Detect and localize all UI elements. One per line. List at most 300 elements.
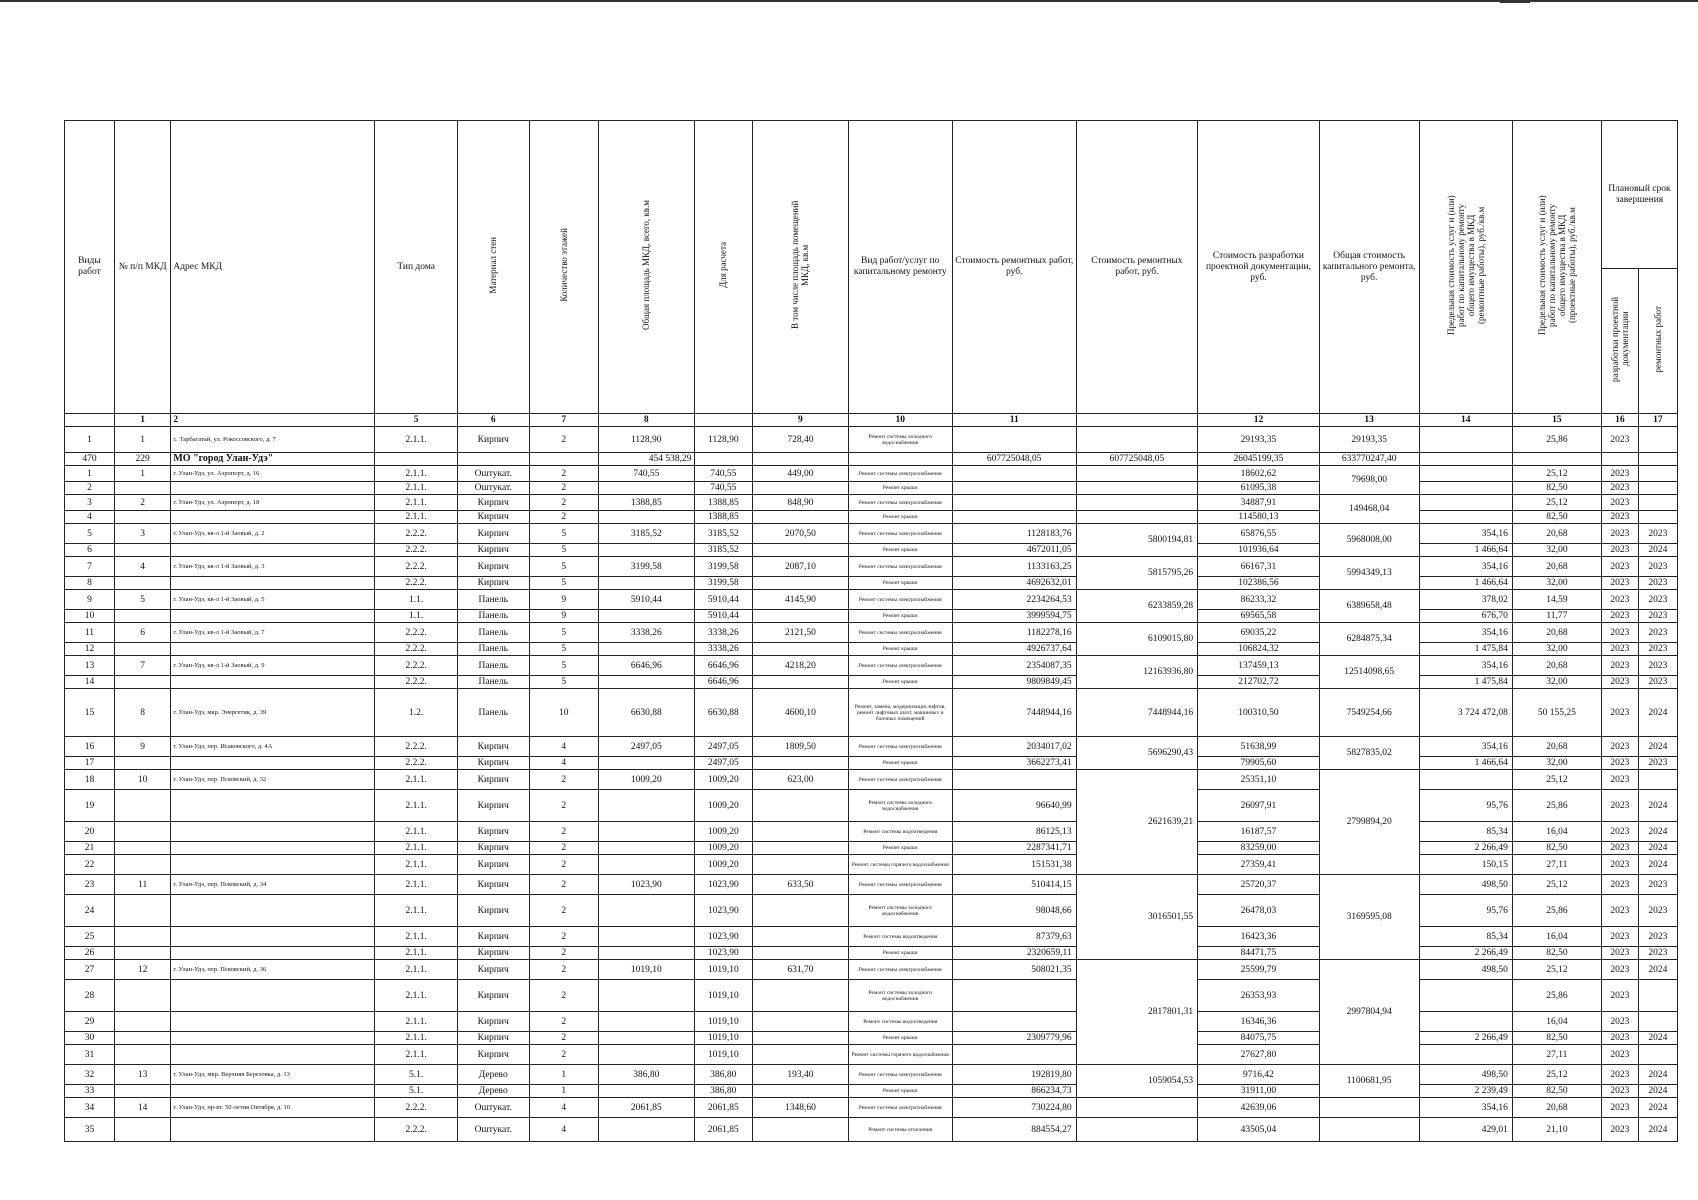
term-repair-cell: 2023	[1638, 524, 1677, 544]
design-cost-cell: 137459,13	[1198, 656, 1320, 676]
term-design-cell: 2023	[1601, 927, 1638, 947]
design-cost-cell: 86233,32	[1198, 590, 1320, 610]
premises-area-cell	[753, 842, 849, 855]
design-cost-cell: 27359,41	[1198, 855, 1320, 875]
limit-design-cell: 32,00	[1512, 757, 1601, 770]
calc-area-cell: 1023,90	[694, 927, 753, 947]
repair-cost-cell: 87379,63	[952, 927, 1076, 947]
limit-repair-cell: 354,16	[1419, 737, 1512, 757]
address-cell: г. Улан-Удэ, кв-л 1-й Заовый, д. 9	[171, 656, 375, 676]
design-cost-cell: 83259,00	[1198, 842, 1320, 855]
calc-area-cell: 1019,10	[694, 1012, 753, 1032]
total-area-cell	[599, 855, 695, 875]
calc-area-cell: 1023,90	[694, 947, 753, 960]
term-design-cell: 2023	[1601, 482, 1638, 495]
address-cell	[171, 511, 375, 524]
repair-cost-cell: 151531,38	[952, 855, 1076, 875]
wall-material-cell: Кирпич	[457, 524, 529, 544]
calc-area-cell: 2497,05	[694, 737, 753, 757]
design-cost-cell: 16187,57	[1198, 822, 1320, 842]
mkd-no-cell	[114, 855, 170, 875]
work-kind-cell: Ремонт крыши	[848, 643, 952, 656]
limit-repair-cell	[1419, 466, 1512, 482]
mkd-no-cell: 13	[114, 1065, 170, 1085]
limit-repair-cell: 1 475,84	[1419, 676, 1512, 689]
term-design-cell: 2023	[1601, 1118, 1638, 1142]
term-design-cell: 2023	[1601, 676, 1638, 689]
house-type-cell: 2.2.2.	[375, 676, 457, 689]
repair-cost-total-cell: 12163936,80	[1076, 656, 1198, 689]
design-cost-cell: 26045199,35	[1198, 453, 1320, 466]
floors-cell: 4	[529, 1118, 598, 1142]
work-type-cell: 35	[65, 1118, 115, 1142]
repair-cost-cell: 510414,15	[952, 875, 1076, 895]
term-design-cell: 2023	[1601, 1098, 1638, 1118]
total-cost-cell: 6389658,48	[1319, 590, 1419, 623]
work-kind-cell: Ремонт крыши	[848, 757, 952, 770]
limit-design-cell: 50 155,25	[1512, 689, 1601, 737]
total-area-cell	[599, 1032, 695, 1045]
limit-design-cell: 32,00	[1512, 577, 1601, 590]
calc-area-cell: 1009,20	[694, 790, 753, 822]
limit-repair-cell	[1419, 482, 1512, 495]
col-term-design: разработки проектной документации	[1601, 269, 1638, 414]
column-number	[694, 414, 753, 427]
term-repair-cell	[1638, 1045, 1677, 1065]
house-type-cell: 2.1.1.	[375, 495, 457, 511]
work-type-cell: 16	[65, 737, 115, 757]
table-row	[65, 1045, 1678, 1065]
premises-area-cell	[753, 757, 849, 770]
table-row	[65, 1012, 1678, 1032]
calc-area-cell: 1023,90	[694, 895, 753, 927]
limit-repair-cell: 85,34	[1419, 822, 1512, 842]
premises-area-cell	[753, 544, 849, 557]
calc-area-cell: 5910,44	[694, 610, 753, 623]
col-design-cost: Стоимость разработки проектной документации, руб.	[1198, 121, 1320, 414]
term-design-cell: 2023	[1601, 643, 1638, 656]
limit-design-cell: 25,86	[1512, 790, 1601, 822]
calc-area-cell: 1009,20	[694, 842, 753, 855]
premises-area-cell	[753, 895, 849, 927]
design-cost-cell: 16423,36	[1198, 927, 1320, 947]
address-cell	[171, 895, 375, 927]
premises-area-cell	[753, 1012, 849, 1032]
mkd-no-cell: 4	[114, 557, 170, 577]
premises-area-cell: 631,70	[753, 960, 849, 980]
term-design-cell: 2023	[1601, 960, 1638, 980]
premises-area-cell	[753, 1085, 849, 1098]
table-row	[65, 855, 1678, 875]
top-mark	[1500, 1, 1530, 3]
limit-repair-cell	[1419, 495, 1512, 511]
address-cell	[171, 610, 375, 623]
limit-repair-cell: 498,50	[1419, 875, 1512, 895]
mkd-no-cell	[114, 895, 170, 927]
house-type-cell: 2.2.2.	[375, 1098, 457, 1118]
work-kind-cell: Ремонт системы электроснабжения	[848, 495, 952, 511]
mkd-no-cell: 10	[114, 770, 170, 790]
term-design-cell: 2023	[1601, 524, 1638, 544]
term-repair-cell	[1638, 466, 1677, 482]
premises-area-cell: 1348,60	[753, 1098, 849, 1118]
floors-cell: 2	[529, 482, 598, 495]
limit-design-cell: 21,10	[1512, 1118, 1601, 1142]
wall-material-cell: Кирпич	[457, 757, 529, 770]
work-type-cell: 27	[65, 960, 115, 980]
calc-area-cell: 1128,90	[694, 427, 753, 453]
term-design-cell: 2023	[1601, 757, 1638, 770]
floors-cell: 2	[529, 511, 598, 524]
address-cell	[171, 544, 375, 557]
design-cost-cell: 26353,93	[1198, 980, 1320, 1012]
work-kind-cell: Ремонт, замена, модернизация лифтов, ремонт лифтовых шахт, машинных и блочных помещений	[848, 689, 952, 737]
limit-design-cell: 25,12	[1512, 466, 1601, 482]
wall-material-cell: Кирпич	[457, 427, 529, 453]
house-type-cell: 2.1.1.	[375, 1012, 457, 1032]
calc-area-cell: 5910,44	[694, 590, 753, 610]
term-repair-cell	[1638, 495, 1677, 511]
term-repair-cell: 2023	[1638, 895, 1677, 927]
term-repair-cell: 2024	[1638, 1065, 1677, 1085]
premises-area-cell: 2121,50	[753, 623, 849, 643]
work-kind-cell: Ремонт системы электроснабжения	[848, 466, 952, 482]
calc-area-cell: 1388,85	[694, 511, 753, 524]
calc-area-cell: 1019,10	[694, 1032, 753, 1045]
term-repair-cell: 2024	[1638, 1118, 1677, 1142]
floors-cell: 2	[529, 466, 598, 482]
limit-design-cell: 20,68	[1512, 656, 1601, 676]
work-type-cell: 3	[65, 495, 115, 511]
work-type-cell: 14	[65, 676, 115, 689]
column-number: 15	[1512, 414, 1601, 427]
address-cell: г. Улан-Удэ, кв-л 1-й Заовый, д. 5	[171, 590, 375, 610]
limit-design-cell: 25,12	[1512, 960, 1601, 980]
work-type-cell: 4	[65, 511, 115, 524]
term-design-cell: 2023	[1601, 1012, 1638, 1032]
total-area-cell: 6646,96	[599, 656, 695, 676]
term-design-cell: 2023	[1601, 610, 1638, 623]
term-design-cell: 2023	[1601, 1065, 1638, 1085]
address-cell: с. Тарбагатай, ул. Рокоссовского, д. 7	[171, 427, 375, 453]
col-repair-cost-1: Стоимость ремонтных работ, руб.	[952, 121, 1076, 414]
design-cost-cell: 61095,38	[1198, 482, 1320, 495]
repair-cost-cell: 2234264,53	[952, 590, 1076, 610]
house-type-cell: 2.2.2.	[375, 577, 457, 590]
design-cost-cell: 25720,37	[1198, 875, 1320, 895]
house-type-cell: 2.2.2.	[375, 524, 457, 544]
mkd-no-cell	[114, 610, 170, 623]
term-design-cell: 2023	[1601, 577, 1638, 590]
limit-repair-cell: 2 266,49	[1419, 947, 1512, 960]
column-number: 12	[1198, 414, 1320, 427]
term-design-cell: 2023	[1601, 689, 1638, 737]
floors-cell: 2	[529, 960, 598, 980]
calc-area-cell: 740,55	[694, 466, 753, 482]
design-cost-cell: 79905,60	[1198, 757, 1320, 770]
limit-repair-cell: 498,50	[1419, 1065, 1512, 1085]
repair-cost-total-cell	[1076, 1118, 1198, 1142]
repair-cost-cell	[952, 770, 1076, 790]
floors-cell: 5	[529, 656, 598, 676]
mkd-no-cell: 6	[114, 623, 170, 643]
term-design-cell: 2023	[1601, 1085, 1638, 1098]
limit-design-cell: 82,50	[1512, 1085, 1601, 1098]
mkd-no-cell	[114, 1012, 170, 1032]
repair-cost-total-cell: 5696290,43	[1076, 737, 1198, 770]
limit-repair-cell: 3 724 472,08	[1419, 689, 1512, 737]
wall-material-cell: Кирпич	[457, 980, 529, 1012]
limit-design-cell: 16,04	[1512, 1012, 1601, 1032]
work-kind-cell: Ремонт системы электроснабжения	[848, 524, 952, 544]
total-area-cell	[599, 980, 695, 1012]
design-cost-cell: 27627,80	[1198, 1045, 1320, 1065]
limit-design-cell: 25,86	[1512, 980, 1601, 1012]
work-type-cell: 33	[65, 1085, 115, 1098]
house-type-cell: 2.1.1.	[375, 822, 457, 842]
premises-area-cell	[753, 610, 849, 623]
address-cell: г. Улан-Удэ, мкр. Энергетик, д. 39	[171, 689, 375, 737]
total-cost-cell: 633770247,40	[1319, 453, 1419, 466]
wall-material-cell: Панель	[457, 643, 529, 656]
house-type-cell: 2.2.2.	[375, 623, 457, 643]
total-area-cell: 1128,90	[599, 427, 695, 453]
design-cost-cell: 18602,62	[1198, 466, 1320, 482]
house-type-cell: 2.2.2.	[375, 557, 457, 577]
term-repair-cell: 2023	[1638, 927, 1677, 947]
address-cell	[171, 980, 375, 1012]
calc-area-cell: 1023,90	[694, 875, 753, 895]
repair-cost-cell: 192819,80	[952, 1065, 1076, 1085]
table-row	[65, 544, 1678, 557]
premises-area-cell: 2070,50	[753, 524, 849, 544]
term-repair-cell: 2023	[1638, 757, 1677, 770]
design-cost-cell: 9716,42	[1198, 1065, 1320, 1085]
term-design-cell: 2023	[1601, 855, 1638, 875]
term-repair-cell: 2024	[1638, 960, 1677, 980]
calc-area-cell: 2061,85	[694, 1118, 753, 1142]
total-cost-cell	[1319, 1098, 1419, 1118]
mkd-no-cell: 2	[114, 495, 170, 511]
table-row	[65, 466, 1678, 482]
wall-material-cell: Панель	[457, 656, 529, 676]
column-number: 6	[457, 414, 529, 427]
limit-design-cell: 25,12	[1512, 1065, 1601, 1085]
term-repair-cell	[1638, 980, 1677, 1012]
limit-repair-cell: 1 466,64	[1419, 577, 1512, 590]
total-area-cell: 386,80	[599, 1065, 695, 1085]
column-number: 2	[171, 414, 375, 427]
design-cost-cell: 31911,00	[1198, 1085, 1320, 1098]
col-wall-material: Материал стен	[457, 121, 529, 414]
term-design-cell: 2023	[1601, 656, 1638, 676]
limit-design-cell: 82,50	[1512, 511, 1601, 524]
repair-cost-total-cell: 5815795,26	[1076, 557, 1198, 590]
calc-area-cell: 6646,96	[694, 656, 753, 676]
total-area-cell: 1388,85	[599, 495, 695, 511]
column-number: 11	[952, 414, 1076, 427]
table-row	[65, 427, 1678, 453]
address-cell	[171, 1032, 375, 1045]
calc-area-cell: 386,80	[694, 1085, 753, 1098]
total-area-cell: 2061,85	[599, 1098, 695, 1118]
work-type-cell: 13	[65, 656, 115, 676]
house-type-cell: 2.2.2.	[375, 643, 457, 656]
term-repair-cell: 2024	[1638, 689, 1677, 737]
table-row	[65, 482, 1678, 495]
total-cost-cell: 79698,00	[1319, 466, 1419, 495]
work-type-cell: 6	[65, 544, 115, 557]
limit-repair-cell: 354,16	[1419, 623, 1512, 643]
limit-design-cell: 25,86	[1512, 895, 1601, 927]
floors-cell: 5	[529, 623, 598, 643]
column-numbering-row	[65, 414, 1678, 427]
work-type-cell: 31	[65, 1045, 115, 1065]
repair-cost-total-cell: 2817801,31	[1076, 960, 1198, 1065]
design-cost-cell: 212702,72	[1198, 676, 1320, 689]
floors-cell: 4	[529, 757, 598, 770]
house-type-cell: 2.1.1.	[375, 980, 457, 1012]
mkd-no-cell	[114, 842, 170, 855]
repair-cost-cell	[952, 482, 1076, 495]
term-repair-cell	[1638, 511, 1677, 524]
floors-cell: 5	[529, 577, 598, 590]
work-type-cell: 19	[65, 790, 115, 822]
wall-material-cell: Кирпич	[457, 511, 529, 524]
total-area-cell	[599, 790, 695, 822]
address-cell	[171, 1012, 375, 1032]
calc-area-cell: 740,55	[694, 482, 753, 495]
wall-material-cell: Кирпич	[457, 895, 529, 927]
limit-design-cell: 11,77	[1512, 610, 1601, 623]
col-total-area: Общая площадь МКД, всего, кв.м	[599, 121, 695, 414]
table-row	[65, 557, 1678, 577]
total-area-cell: 2497,05	[599, 737, 695, 757]
term-design-cell: 2023	[1601, 623, 1638, 643]
premises-area-cell	[753, 822, 849, 842]
floors-cell: 5	[529, 676, 598, 689]
total-cost-cell: 149468,04	[1319, 495, 1419, 524]
table-row	[65, 1085, 1678, 1098]
work-kind-cell: Ремонт крыши	[848, 676, 952, 689]
limit-design-cell: 32,00	[1512, 676, 1601, 689]
wall-material-cell: Кирпич	[457, 770, 529, 790]
wall-material-cell: Кирпич	[457, 737, 529, 757]
floors-cell: 2	[529, 980, 598, 1012]
work-type-cell: 30	[65, 1032, 115, 1045]
repair-cost-cell: 4672011,05	[952, 544, 1076, 557]
term-repair-cell: 2024	[1638, 1085, 1677, 1098]
term-repair-cell: 2023	[1638, 590, 1677, 610]
term-repair-cell	[1638, 453, 1677, 466]
term-design-cell: 2023	[1601, 895, 1638, 927]
floors-cell: 5	[529, 524, 598, 544]
premises-area-cell	[753, 790, 849, 822]
work-kind-cell: Ремонт системы водоотведения	[848, 822, 952, 842]
design-cost-cell: 43505,04	[1198, 1118, 1320, 1142]
term-design-cell: 2023	[1601, 495, 1638, 511]
premises-area-cell: 4600,10	[753, 689, 849, 737]
term-repair-cell: 2024	[1638, 822, 1677, 842]
col-limit-repair: Предельная стоимость услуг и (или) работ по капитальному ремонту общего имущества в МКД (ремонтные работы), руб./кв.м	[1419, 121, 1512, 414]
table-row	[65, 737, 1678, 757]
repair-cost-cell: 1128183,76	[952, 524, 1076, 544]
work-type-cell: 18	[65, 770, 115, 790]
wall-material-cell: Панель	[457, 610, 529, 623]
mkd-no-cell: 3	[114, 524, 170, 544]
work-kind-cell: Ремонт системы горячего водоснабжения	[848, 855, 952, 875]
work-kind-cell: Ремонт системы горячего водоснабжения	[848, 1045, 952, 1065]
total-cost-cell: 5827835,02	[1319, 737, 1419, 770]
address-cell	[171, 790, 375, 822]
mkd-no-cell: 5	[114, 590, 170, 610]
column-number: 7	[529, 414, 598, 427]
term-repair-cell: 2023	[1638, 557, 1677, 577]
address-cell	[171, 842, 375, 855]
address-cell: г. Улан-Удэ, пер. Псковский, д. 34	[171, 875, 375, 895]
work-kind-cell: Ремонт системы отопления	[848, 1118, 952, 1142]
wall-material-cell: Кирпич	[457, 577, 529, 590]
work-type-cell: 1	[65, 427, 115, 453]
total-area-cell: 3338,26	[599, 623, 695, 643]
design-cost-cell: 51638,99	[1198, 737, 1320, 757]
design-cost-cell: 66167,31	[1198, 557, 1320, 577]
work-kind-cell: Ремонт крыши	[848, 511, 952, 524]
wall-material-cell: Кирпич	[457, 960, 529, 980]
col-repair-cost-2: Стоимость ремонтных работ, руб.	[1076, 121, 1198, 414]
work-kind-cell: Ремонт системы электроснабжения	[848, 656, 952, 676]
house-type-cell: 2.2.2.	[375, 757, 457, 770]
address-cell: г. Улан-Удэ, кв-л 1-й Заовый, д. 7	[171, 623, 375, 643]
work-kind-cell: Ремонт системы электроснабжения	[848, 557, 952, 577]
floors-cell: 2	[529, 427, 598, 453]
col-planned-term: Плановый срок завершения	[1601, 121, 1677, 269]
address-cell	[171, 1085, 375, 1098]
address-cell: г. Улан-Удэ, кв-л 1-й Заовый, д. 2	[171, 524, 375, 544]
repair-cost-cell: 1133163,25	[952, 557, 1076, 577]
address-cell: г. Улан-Удэ, ул. Аэропорт, д. 18	[171, 495, 375, 511]
house-type-cell	[375, 453, 457, 466]
premises-area-cell: 728,40	[753, 427, 849, 453]
address-cell	[171, 927, 375, 947]
wall-material-cell: Кирпич	[457, 1012, 529, 1032]
column-number: 13	[1319, 414, 1419, 427]
house-type-cell: 2.1.1.	[375, 1045, 457, 1065]
wall-material-cell: Кирпич	[457, 947, 529, 960]
wall-material-cell: Дерево	[457, 1085, 529, 1098]
wall-material-cell: Оштукат.	[457, 482, 529, 495]
limit-design-cell: 82,50	[1512, 842, 1601, 855]
total-area-cell	[599, 1118, 695, 1142]
column-number: 10	[848, 414, 952, 427]
mkd-no-cell: 11	[114, 875, 170, 895]
table-row	[65, 842, 1678, 855]
repair-cost-cell: 508021,35	[952, 960, 1076, 980]
floors-cell: 2	[529, 1032, 598, 1045]
repair-cost-cell: 2034017,02	[952, 737, 1076, 757]
design-cost-cell: 69035,22	[1198, 623, 1320, 643]
col-mkd-no: № п/п МКД	[114, 121, 170, 414]
total-area-cell	[599, 1085, 695, 1098]
repair-cost-total-cell	[1076, 511, 1198, 524]
mkd-no-cell	[114, 980, 170, 1012]
mkd-no-cell: 229	[114, 453, 170, 466]
table-row	[65, 676, 1678, 689]
calc-area-cell: 386,80	[694, 1065, 753, 1085]
calc-area-cell: 2497,05	[694, 757, 753, 770]
limit-design-cell: 82,50	[1512, 1032, 1601, 1045]
repair-cost-total-cell	[1076, 427, 1198, 453]
